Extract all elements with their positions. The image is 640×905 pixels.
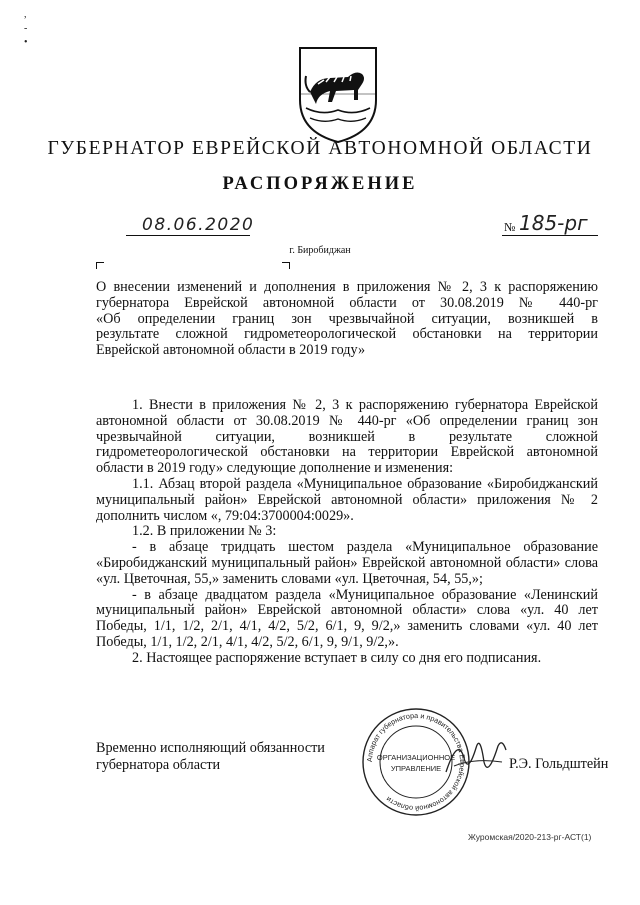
document-type: РАСПОРЯЖЕНИЕ xyxy=(222,174,418,194)
subject-corner-left xyxy=(96,262,104,269)
paragraph-1-2-a: - в абзаце тридцать шестом раздела «Муниципальное образование «Биробиджанский муниципальный район» Еврейской автономной области» слова «ул. Цветочная, 55,» заменить словами «ул. Цветочная, 54, 55,»; xyxy=(96,539,598,587)
stamp-center-line: ОРГАНИЗАЦИОННОЕ xyxy=(376,753,456,762)
number-underline xyxy=(502,235,598,236)
document-date: 08.06.2020 xyxy=(142,215,255,235)
document-subject xyxy=(96,280,598,359)
city-line: г. Биробиджан xyxy=(289,245,351,256)
subject-line: результате сложной гидрометеорологической обстановки на территории xyxy=(96,326,598,343)
position-line: губернатора области xyxy=(96,756,221,773)
handwritten-signature xyxy=(440,728,510,788)
document-body xyxy=(96,398,598,667)
paragraph-1-2: 1.2. В приложении № 3: xyxy=(132,523,277,540)
paragraph-1-1: 1.1. Абзац второй раздела «Муниципальное образование «Биробиджанский муниципальный район» Еврейской автономной области» приложения № 2 дополнить числом «, 79:04:3700004:0029». xyxy=(96,475,598,524)
signatory-name: Р.Э. Гольдштейн xyxy=(509,756,609,772)
signatory-position xyxy=(96,740,325,773)
coat-of-arms-emblem xyxy=(296,44,380,144)
subject-line: «Об определении границ зон чрезвычайной ситуации, возникшей в xyxy=(96,310,598,327)
subject-line: губернатора Еврейской автономной области от 30.08.2019 № 440-рг xyxy=(96,294,598,311)
date-underline xyxy=(126,235,250,236)
scan-marks: , - • xyxy=(24,9,28,48)
number-sign: № xyxy=(504,220,516,234)
document-number: 185-рг xyxy=(519,211,588,235)
subject-line: Еврейской автономной области в 2019 году» xyxy=(96,342,366,359)
subject-corner-right xyxy=(282,262,290,269)
paragraph-2: 2. Настоящее распоряжение вступает в силу со дня его подписания. xyxy=(132,649,542,666)
position-line: Временно исполняющий обязанности xyxy=(96,740,325,756)
stamp-ring-text: Аппарат губернатора и правительства Еврейской автономной области xyxy=(364,710,468,814)
stamp-center-line: УПРАВЛЕНИЕ xyxy=(390,764,442,773)
footer-code: Журомская/2020-213-рг-АСТ(1) xyxy=(468,832,592,842)
issuer-title: ГУБЕРНАТОР ЕВРЕЙСКОЙ АВТОНОМНОЙ ОБЛАСТИ xyxy=(47,138,593,159)
paragraph-1: 1. Внести в приложения № 2, 3 к распоряжению губернатора Еврейской автономной области от 30.08.2019 № 440-рг «Об определении границ зон чрезвычайной ситуации, возникшей в результате сложной гидрометеорологической обстановки на территории Еврейской автономной области в 2019 году» следующие дополнение и изменения: xyxy=(96,397,598,477)
paragraph-1-2-b: - в абзаце двадцатом раздела «Муниципальное образование «Ленинский муниципальный район» Еврейской автономной области» слова «ул. 40 лет Победы, 1/1, 1/2, 2/1, 4/1, 4/2, 5/2, 6/1, 9, 9/2,» заменить словами «ул. 40 лет Победы, 1/1, 1/2, 2/1, 4/1, 4/2, 5/2, 6/1, 9, 9/1, 9/2,». xyxy=(96,586,598,650)
subject-line: О внесении изменений и дополнения в приложения № 2, 3 к распоряжению xyxy=(96,279,598,295)
